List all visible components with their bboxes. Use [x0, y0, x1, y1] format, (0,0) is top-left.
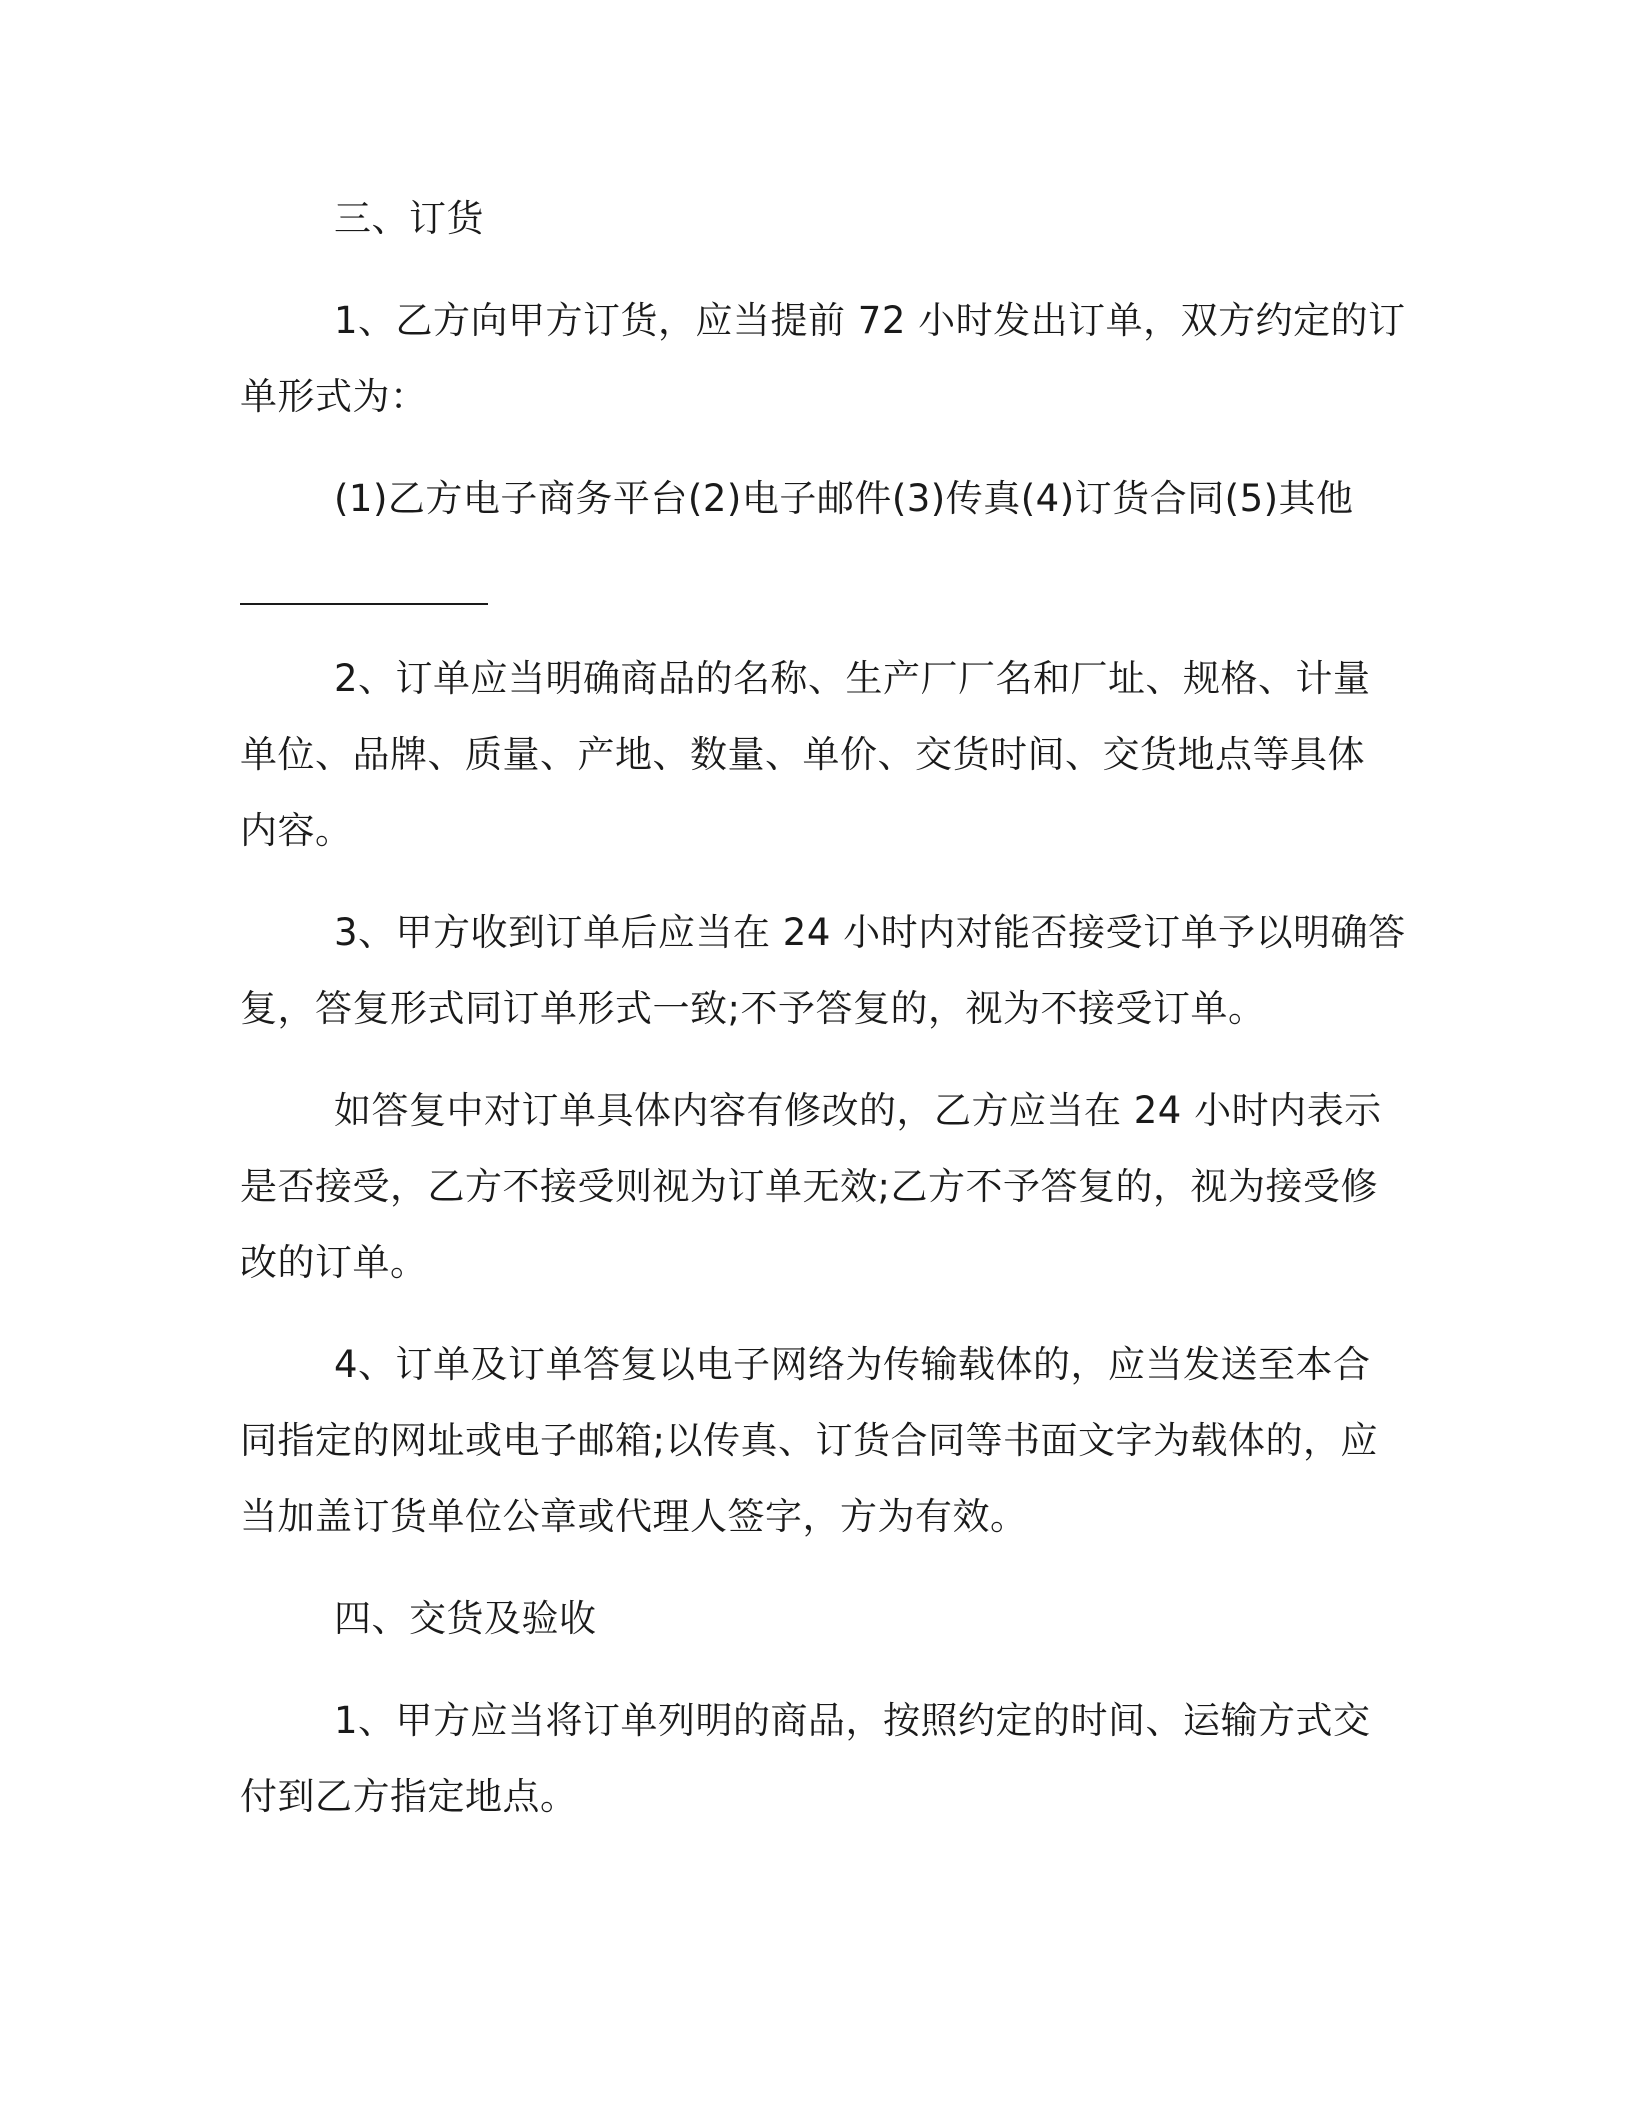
paragraph-line: 单位、品牌、质量、产地、数量、单价、交货时间、交货地点等具体 — [240, 733, 1365, 776]
paragraph-line: 2、订单应当明确商品的名称、生产厂厂名和厂址、规格、计量 — [334, 657, 1371, 700]
paragraph-line: 4、订单及订单答复以电子网络为传输载体的，应当发送至本合 — [334, 1343, 1371, 1386]
paragraph-line: 当加盖订货单位公章或代理人签字，方为有效。 — [240, 1495, 1028, 1538]
paragraph-line: 1、乙方向甲方订货，应当提前 72 小时发出订单，双方约定的订 — [334, 299, 1406, 342]
paragraph-line: 复，答复形式同订单形式一致;不予答复的，视为不接受订单。 — [240, 987, 1266, 1030]
paragraph-line: 单形式为： — [240, 375, 428, 418]
paragraph-line: 1、甲方应当将订单列明的商品，按照约定的时间、运输方式交 — [334, 1699, 1371, 1742]
paragraph-line: (1)乙方电子商务平台(2)电子邮件(3)传真(4)订货合同(5)其他 — [334, 477, 1354, 520]
paragraph-line: 内容。 — [240, 809, 353, 852]
section-heading: 四、交货及验收 — [334, 1597, 597, 1640]
paragraph-line: 改的订单。 — [240, 1241, 428, 1284]
paragraph-line: 是否接受，乙方不接受则视为订单无效;乙方不予答复的，视为接受修 — [240, 1165, 1378, 1208]
section-heading: 三、订货 — [334, 197, 484, 240]
paragraph-line: 如答复中对订单具体内容有修改的，乙方应当在 24 小时内表示 — [334, 1089, 1382, 1132]
paragraph-line: 3、甲方收到订单后应当在 24 小时内对能否接受订单予以明确答 — [334, 911, 1406, 954]
paragraph-line: 付到乙方指定地点。 — [240, 1775, 578, 1818]
paragraph-line: 同指定的网址或电子邮箱;以传真、订货合同等书面文字为载体的，应 — [240, 1419, 1378, 1462]
fill-in-blank-line — [240, 603, 488, 605]
